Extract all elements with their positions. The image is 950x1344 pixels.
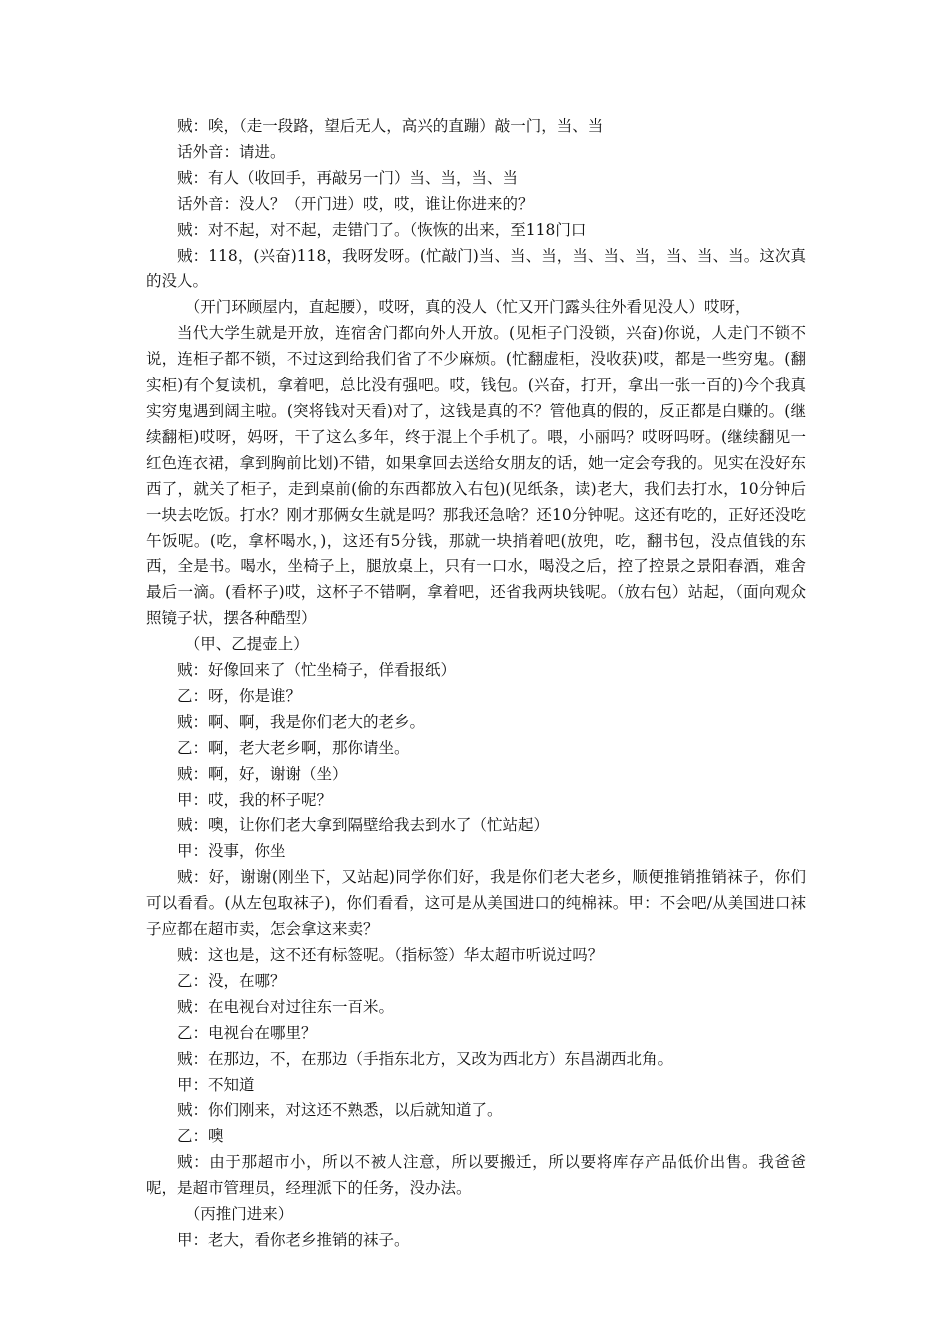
script-line: 话外音：没人？（开门进）哎，哎，谁让你进来的？	[177, 194, 534, 213]
script-line: 当代大学生就是开放，连宿舍门都向外人开放。(见柜子门没锁，兴奋)你说，人走门不锁不说，连柜子都不锁，不过这到给我们省了不少麻烦。(忙翻虚柜，没收获)哎，都是一些穷鬼。(翻实柜)有个复读机，拿着吧，总比没有强吧。哎，钱包。(兴奋，打开，拿出一张一百的)今个我真实穷鬼遇到阔主啦。(突将钱对天看)对了，这钱是真的不？管他真的假的，反正都是白赚的。(继续翻柜)哎呀，妈呀，干了这么多年，终于混上个手机了。喂，小丽吗？哎呀吗呀。(继续翻见一红色连衣裙，拿到胸前比划)不错，如果拿回去送给女朋友的话，她一定会夸我的。见实在没好东西了，就关了柜子，走到桌前(偷的东西都放入右包)(见纸条，读)老大，我们去打水，10分钟后一块去吃饭。打水？刚才那俩女生就是吗？那我还急啥？还10分钟呢。这还有吃的，正好还没吃午饭呢。(吃，拿杯喝水，)，这还有5分钱，那就一块捎着吧(放兜，吃，翻书包，没点值钱的东西，全是书。喝水，坐椅子上，腿放桌上，只有一口水，喝没之后，控了控景之景阳春酒，难舍最后一滴。(看杯子)哎，这杯子不错啊，拿着吧，还省我两块钱呢。（放右包）站起，（面向观众照镜子状，摆各种酷型）	[146, 324, 806, 628]
script-line: 乙：没，在哪？	[177, 971, 286, 990]
script-line: 甲：哎，我的杯子呢？	[177, 790, 333, 809]
stage-direction: （开门环顾屋内，直起腰），哎呀，真的没人（忙又开门露头往外看见没人）哎呀，	[184, 298, 751, 317]
script-line: 贼：这也是，这不还有标签呢。（指标签）华太超市听说过吗？	[177, 946, 604, 964]
script-line: 贼：在那边，不，在那边（手指东北方，又改为西北方）东昌湖西北角。	[177, 1049, 674, 1068]
script-line: 贼：有人（收回手，再敲另一门）当、当，当、当	[177, 168, 519, 187]
script-line: 甲：没事，你坐	[177, 842, 286, 861]
script-line: 贼：唉，（走一段路，望后无人，高兴的直蹦）敲一门，当、当	[177, 117, 604, 135]
script-line: 贼：啊、啊，我是你们老大的老乡。	[177, 712, 426, 731]
script-line: 贼：在电视台对过往东一百米。	[177, 997, 395, 1016]
script-line: 乙：呀，你是谁？	[177, 686, 302, 705]
document-page	[146, 114, 806, 1254]
script-line: 贼：好，谢谢(刚坐下，又站起)同学你们好，我是你们老大老乡，顺便推销推销袜子，你们可以看看。(从左包取袜子)，你们看看，这可是从美国进口的纯棉袜。甲：不会吧/从美国进口袜子应都在超市卖，怎会拿这来卖？	[146, 868, 806, 939]
stage-direction: （丙推门进来）	[184, 1205, 294, 1224]
script-line: 贼：噢，让你们老大拿到隔壁给我去到水了（忙站起）	[177, 816, 550, 835]
script-line: 乙：啊，老大老乡啊，那你请坐。	[177, 738, 410, 757]
script-line: 甲：老大，看你老乡推销的袜子。	[177, 1230, 410, 1249]
script-line: 贼：由于那超市小，所以不被人注意，所以要搬迁，所以要将库存产品低价出售。我爸爸呢，是超市管理员，经理派下的任务，没办法。	[146, 1153, 806, 1198]
script-line: 贼：啊，好，谢谢（坐）	[177, 764, 348, 783]
script-line: 贼：好像回来了（忙坐椅子，佯看报纸）	[177, 661, 457, 680]
script-line: 贼：你们刚来，对这还不熟悉，以后就知道了。	[177, 1101, 503, 1120]
script-line: 贼：118，(兴奋)118，我呀发呀。(忙敲门)当、当、当，当、当、当，当、当、当。这次真的没人。	[146, 246, 806, 291]
script-line: 话外音：请进。	[177, 142, 286, 161]
script-line: 贼：对不起，对不起，走错门了。（恢恢的出来，至118门口	[177, 220, 587, 239]
script-line: 乙：电视台在哪里？	[177, 1023, 317, 1042]
script-line: 甲：不知道	[177, 1075, 255, 1094]
script-line: 乙：噢	[177, 1127, 224, 1146]
stage-direction: （甲、乙提壶上）	[184, 635, 309, 654]
